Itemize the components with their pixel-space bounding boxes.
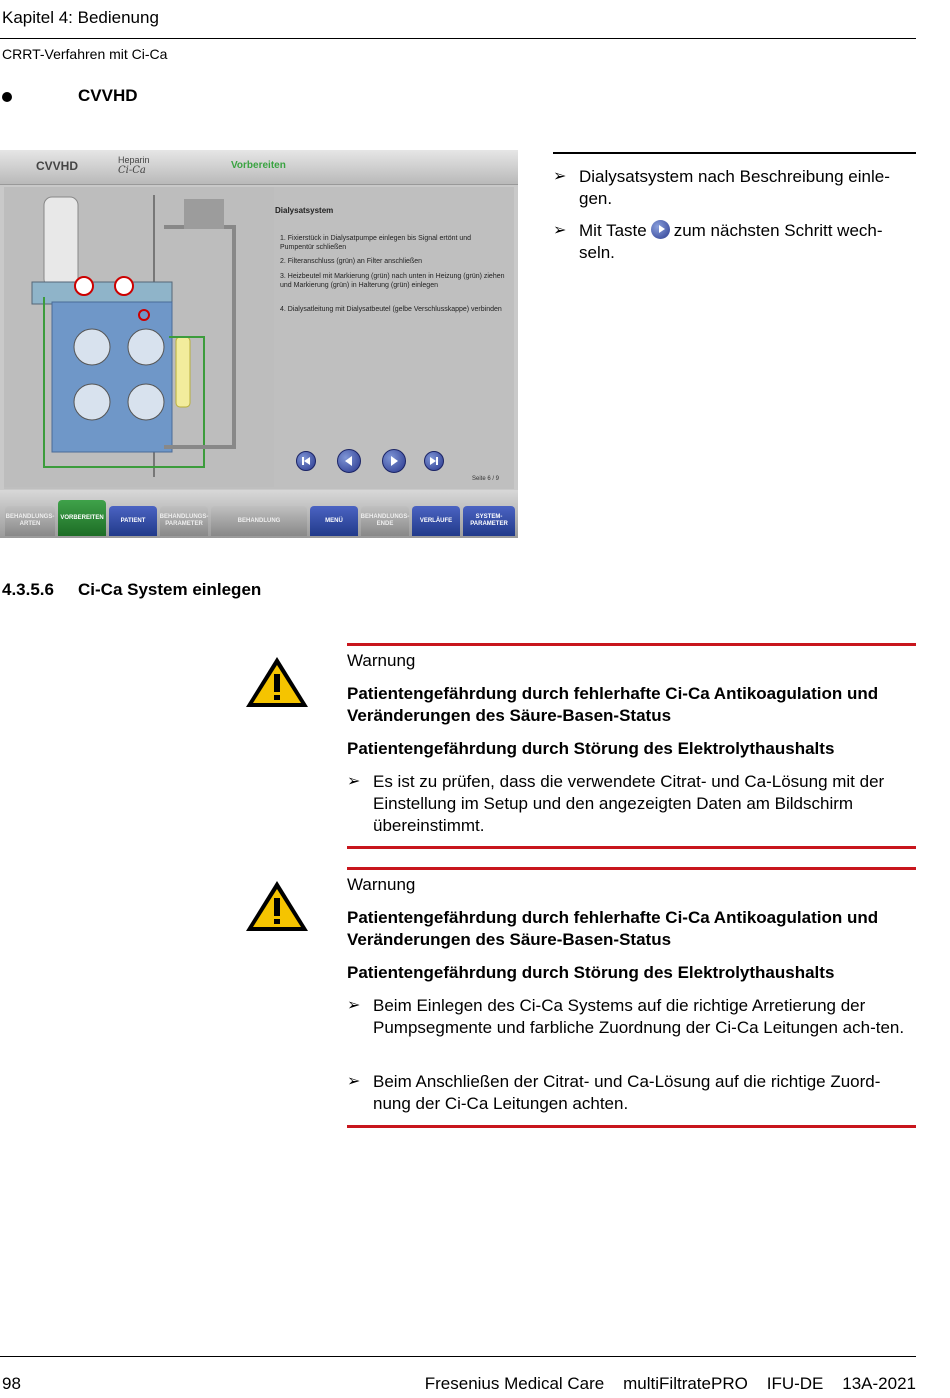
previous-button[interactable] xyxy=(337,449,361,473)
section-title: Ci-Ca System einlegen xyxy=(78,580,262,599)
anticoag-cica: Ci-Ca xyxy=(118,165,146,176)
bullet-icon xyxy=(2,92,12,102)
instruction-item-2 xyxy=(553,220,918,264)
tab-behandlung[interactable]: BEHANDLUNG xyxy=(211,506,307,536)
first-page-icon xyxy=(297,452,315,470)
arrow-icon: ➢ xyxy=(347,773,361,790)
tab-behandlungsende[interactable]: BEHANDLUNGS-ENDE xyxy=(361,506,409,536)
device-screenshot xyxy=(0,150,518,538)
chapter-title: Kapitel 4: Bedienung xyxy=(2,8,159,27)
next-icon xyxy=(383,450,405,472)
anticoag-heparin: Heparin xyxy=(118,155,150,165)
warning-1-measure-1-text: Es ist zu prüfen, dass die verwendete Citrat- und Ca-Lösung mit der Einstellung im Setup und den angezeigten Daten am Bildschirm übereinstimmt. xyxy=(373,772,885,835)
instruction-2-after: zum nächsten Schritt wech-seln. xyxy=(579,221,883,262)
screen-step-3: 3. Heizbeutel mit Markierung (grün) nach unten in Heizung (grün) ziehen und Markierung (grün) in Halterung (grün) einlegen xyxy=(280,273,505,289)
header-divider xyxy=(0,38,916,39)
last-page-button[interactable] xyxy=(424,451,444,471)
screen-main-area xyxy=(4,187,514,489)
warning-triangle-icon xyxy=(244,655,310,709)
warning-1-measure-1 xyxy=(347,771,917,837)
warning-2-bottom-rule xyxy=(347,1125,916,1128)
mode-heading: CVVHD xyxy=(78,86,138,105)
warning-triangle-icon xyxy=(244,879,310,933)
footer-divider xyxy=(0,1356,916,1357)
section-number: 4.3.5.6 xyxy=(2,580,54,599)
arrow-icon: ➢ xyxy=(553,222,567,239)
screen-header-bar xyxy=(0,150,518,185)
footer-info: Fresenius Medical Care multiFiltratePRO IFU-DE 13A-2021 xyxy=(424,1374,916,1393)
warning-1-hazard-1: Patientengefährdung durch fehlerhafte Ci-Ca Antikoagulation und Veränderungen des Säure-Basen-Status xyxy=(347,684,879,725)
machine-illustration xyxy=(4,187,274,487)
screen-page-indicator: Seite 6 / 9 xyxy=(472,476,500,482)
chapter-subtitle: CRRT-Verfahren mit Ci-Ca xyxy=(2,46,168,62)
tab-vorbereiten[interactable]: VORBEREITEN xyxy=(58,500,106,536)
instruction-text-2 xyxy=(579,220,918,264)
tab-menue[interactable]: MENÜ xyxy=(310,506,358,536)
warning-2-measure-1 xyxy=(347,995,917,1039)
instruction-2-before: Mit Taste xyxy=(579,221,647,240)
warning-2-label: Warnung xyxy=(347,875,416,894)
tab-systemparameter[interactable]: SYSTEM-PARAMETER xyxy=(463,506,515,536)
screen-mode-label: CVVHD xyxy=(36,159,79,173)
warning-1-top-rule xyxy=(347,643,916,646)
screen-step-1: 1. Fixierstück in Dialysatpumpe einlegen bis Signal ertönt und Pumpentür schließen xyxy=(280,235,472,251)
warning-1-bottom-rule xyxy=(347,846,916,849)
warning-2-measure-2 xyxy=(347,1071,917,1115)
warning-1-hazard-2: Patientengefährdung durch Störung des Elektrolythaushalts xyxy=(347,739,835,758)
previous-icon xyxy=(338,450,360,472)
next-button[interactable] xyxy=(382,449,406,473)
tab-patient[interactable]: PATIENT xyxy=(109,506,157,536)
screen-step-2: 2. Filteranschluss (grün) an Filter anschließen xyxy=(280,258,423,265)
next-button-icon xyxy=(651,220,670,239)
instruction-rule xyxy=(553,152,916,154)
arrow-icon: ➢ xyxy=(347,997,361,1014)
page-number: 98 xyxy=(2,1374,21,1393)
tab-behandlungsparameter[interactable]: BEHANDLUNGS-PARAMETER xyxy=(160,506,208,536)
arrow-icon: ➢ xyxy=(347,1073,361,1090)
screen-panel-title: Dialysatsystem xyxy=(275,206,334,215)
tab-verlaeufe[interactable]: VERLÄUFE xyxy=(412,506,460,536)
warning-2-hazard-2: Patientengefährdung durch Störung des Elektrolythaushalts xyxy=(347,963,835,982)
last-page-icon xyxy=(425,452,443,470)
first-page-button[interactable] xyxy=(296,451,316,471)
warning-1-label: Warnung xyxy=(347,651,416,670)
instruction-text-1: Dialysatsystem nach Beschreibung einle-gen. xyxy=(579,167,890,208)
screen-step-4: 4. Dialysatleitung mit Dialysatbeutel (gelbe Verschlusskappe) verbinden xyxy=(280,306,502,313)
warning-2-top-rule xyxy=(347,867,916,870)
arrow-icon: ➢ xyxy=(553,168,567,185)
screen-anticoag xyxy=(118,155,150,176)
instruction-item-1 xyxy=(553,166,918,210)
warning-2-hazard-1: Patientengefährdung durch fehlerhafte Ci-Ca Antikoagulation und Veränderungen des Säure-Basen-Status xyxy=(347,908,879,949)
warning-2-measure-2-text: Beim Anschließen der Citrat- und Ca-Lösung auf die richtige Zuord-nung der Ci-Ca Leitungen achten. xyxy=(373,1072,881,1113)
screen-phase-label: Vorbereiten xyxy=(231,160,286,171)
tab-behandlungsarten[interactable]: BEHANDLUNGS-ARTEN xyxy=(5,506,55,536)
warning-2-measure-1-text: Beim Einlegen des Ci-Ca Systems auf die richtige Arretierung der Pumpsegmente und farbliche Zuordnung der Ci-Ca Leitungen ach-ten. xyxy=(373,996,905,1037)
